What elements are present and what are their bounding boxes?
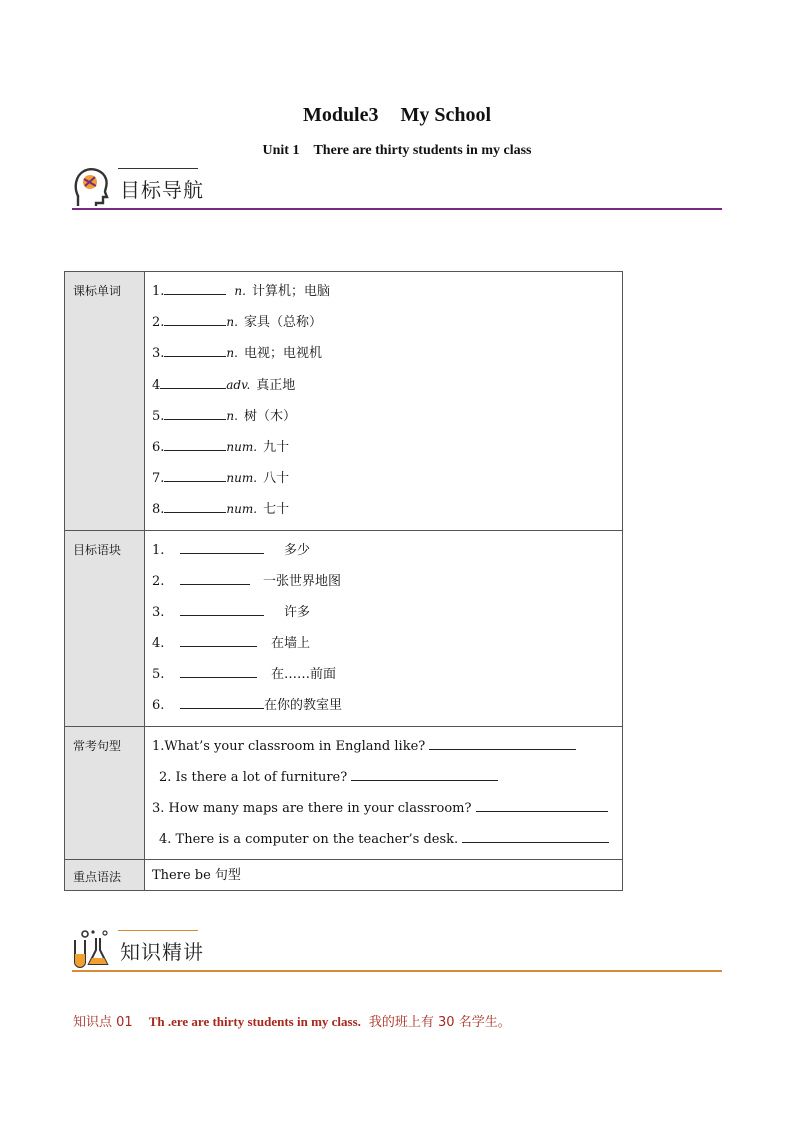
list-item: 3. 许多 (152, 597, 622, 628)
answer-blank[interactable] (164, 311, 226, 326)
section-rule (72, 208, 722, 210)
answer-blank[interactable] (164, 498, 226, 513)
lab-flask-icon (72, 928, 110, 968)
list-item: 4. 在墙上 (152, 628, 622, 659)
page-title (0, 104, 794, 127)
sentences-list (145, 726, 623, 860)
list-item: 5. 在……前面 (152, 659, 622, 690)
answer-blank[interactable] (164, 342, 226, 357)
answer-blank[interactable] (180, 601, 264, 616)
heading-accent-line (118, 930, 198, 931)
sentences-row (65, 726, 623, 860)
vocab-list (145, 272, 623, 531)
vocab-category: 课标单词 (65, 272, 145, 531)
sentences-category: 常考句型 (65, 726, 145, 860)
list-item: 4 adv. 真正地 (152, 370, 622, 401)
section-label: 目标导航 (120, 178, 204, 202)
answer-blank[interactable] (164, 436, 226, 451)
answer-blank[interactable] (180, 694, 264, 709)
list-item: 3. n. 电视；电视机 (152, 338, 622, 369)
list-item: 2. Is there a lot of furniture? (152, 762, 622, 793)
list-item: 1. n. 计算机；电脑 (152, 276, 622, 307)
answer-blank[interactable] (351, 766, 498, 781)
answer-blank[interactable] (180, 663, 257, 678)
list-item: 7. num. 八十 (152, 463, 622, 494)
list-item: 6. 在你的教室里 (152, 690, 622, 721)
section-goal-navigation (72, 166, 722, 210)
unit-title-text: There are thirty students in my class (313, 143, 532, 158)
summary-table (64, 271, 623, 891)
phrases-list (145, 530, 623, 726)
answer-blank[interactable] (164, 405, 226, 420)
list-item: 2. n. 家具（总称） (152, 307, 622, 338)
answer-blank[interactable] (160, 374, 226, 389)
answer-blank[interactable] (164, 467, 226, 482)
phrases-row (65, 530, 623, 726)
list-item: 2. 一张世界地图 (152, 566, 622, 597)
knowledge-point (73, 1011, 511, 1030)
grammar-row (65, 860, 623, 891)
module-number: Module3 (302, 104, 379, 126)
list-item: 8. num. 七十 (152, 494, 622, 525)
phrases-category: 目标语块 (65, 530, 145, 726)
brain-head-icon (72, 166, 110, 206)
unit-number: Unit 1 (262, 143, 300, 158)
list-item: 6. num. 九十 (152, 432, 622, 463)
answer-blank[interactable] (180, 632, 257, 647)
knowledge-label: 知识点 01 (73, 1015, 133, 1030)
list-item: 3. How many maps are there in your classroom? (152, 793, 622, 824)
answer-blank[interactable] (476, 797, 608, 812)
section-label: 知识精讲 (120, 940, 204, 964)
knowledge-translation: 我的班上有 30 名学生。 (368, 1015, 511, 1030)
list-item: 4. There is a computer on the teacher’s desk. (152, 824, 622, 855)
answer-blank[interactable] (164, 280, 226, 295)
answer-blank[interactable] (180, 570, 250, 585)
knowledge-sentence: Th .ere are thirty students in my class. (148, 1014, 361, 1029)
heading-accent-line (118, 168, 198, 169)
answer-blank[interactable] (429, 735, 576, 750)
grammar-text: There be 句型 (145, 860, 623, 891)
section-knowledge (72, 928, 722, 972)
unit-title (0, 143, 794, 159)
answer-blank[interactable] (462, 828, 609, 843)
grammar-category: 重点语法 (65, 860, 145, 891)
list-item: 5. n. 树（木） (152, 401, 622, 432)
module-title: My School (400, 104, 492, 126)
section-rule (72, 970, 722, 972)
answer-blank[interactable] (180, 539, 264, 554)
list-item: 1. 多少 (152, 535, 622, 566)
vocab-row (65, 272, 623, 531)
list-item: 1.What’s your classroom in England like? (152, 731, 622, 762)
